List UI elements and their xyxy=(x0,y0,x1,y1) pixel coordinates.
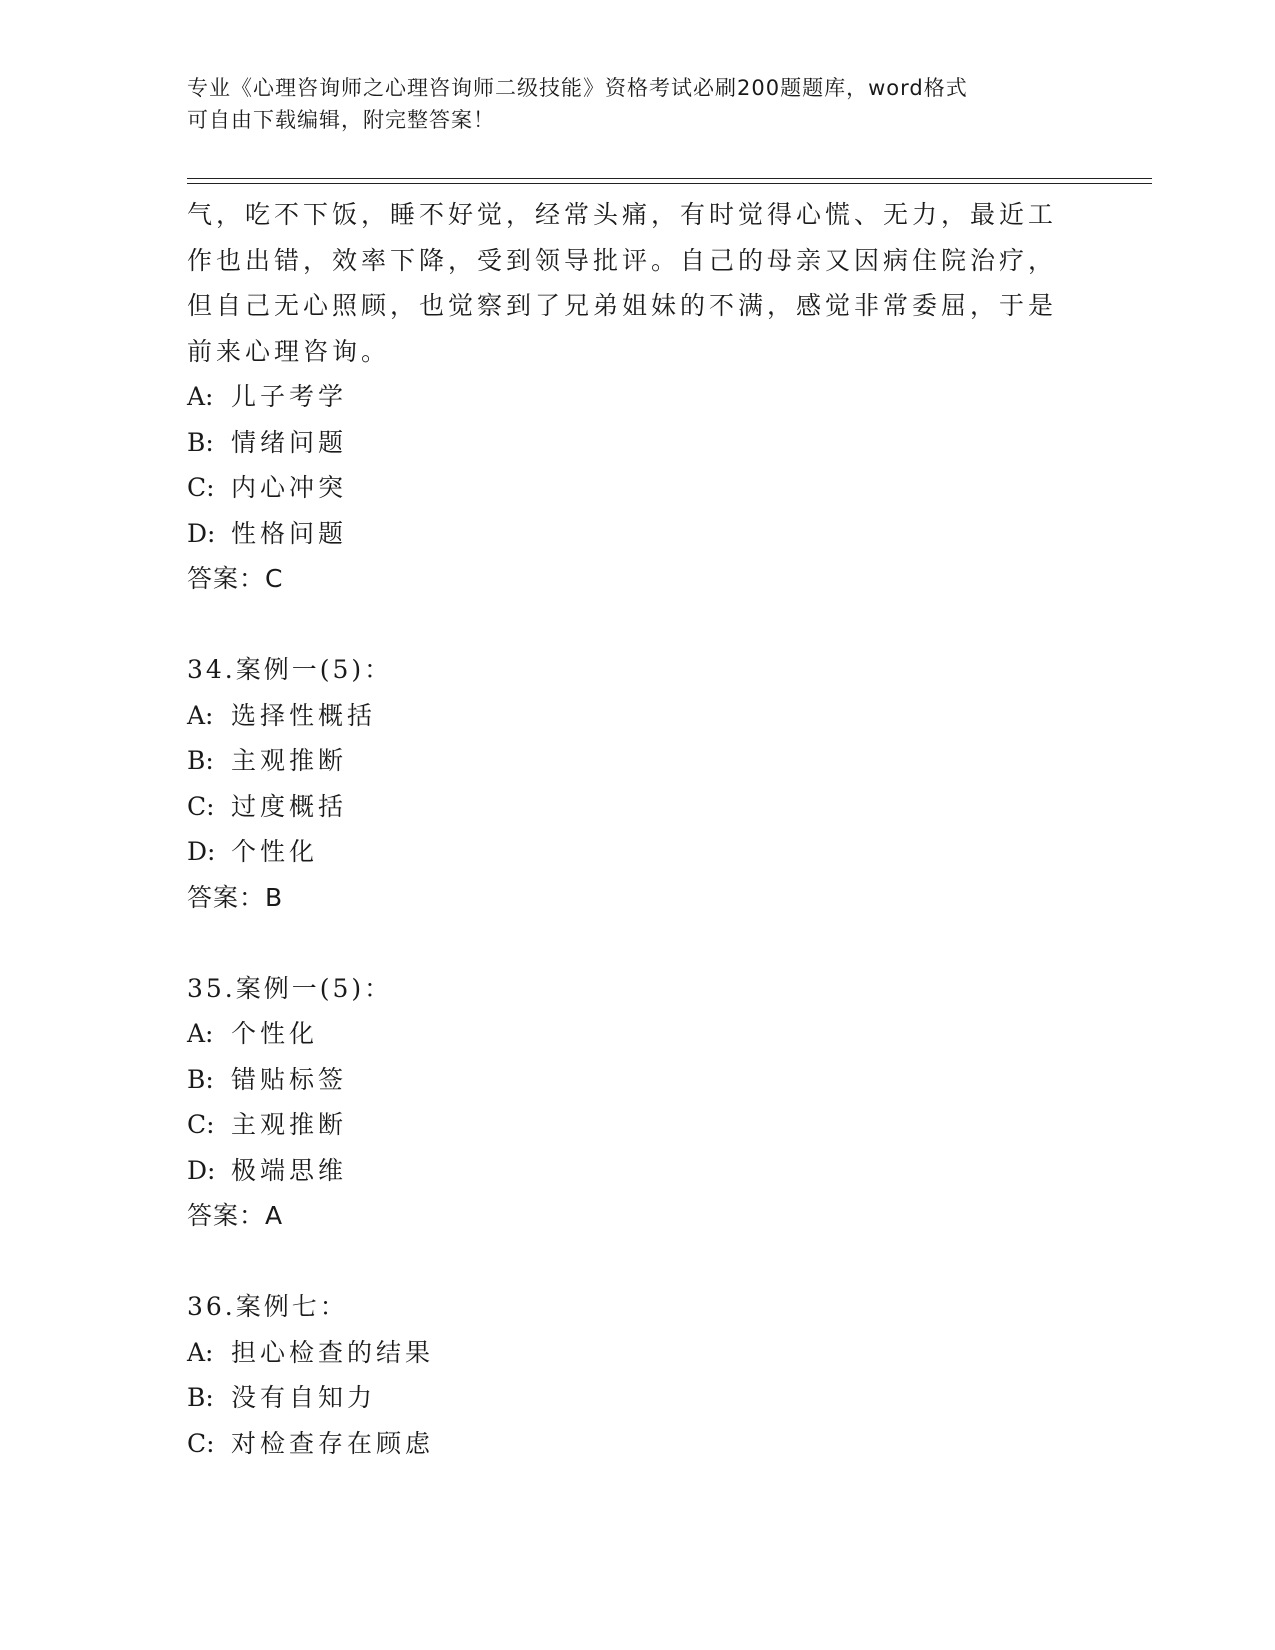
spacer xyxy=(187,1239,1077,1285)
option-letter: A: xyxy=(187,1019,214,1048)
option-letter: D: xyxy=(187,837,216,866)
option-text: 选择性概括 xyxy=(231,700,377,730)
option-text: 极端思维 xyxy=(231,1155,348,1185)
page-header xyxy=(187,72,1067,136)
question-continuation xyxy=(187,192,1077,602)
option-letter: B: xyxy=(187,1064,214,1094)
option-letter: B: xyxy=(187,746,214,775)
header-divider-top xyxy=(187,178,1152,179)
option-d xyxy=(187,511,1077,557)
spacer xyxy=(187,920,1077,966)
option-text: 儿子考学 xyxy=(231,382,348,411)
option-letter: A: xyxy=(187,1337,214,1367)
question-text-line: 气，吃不下饭，睡不好觉，经常头痛，有时觉得心慌、无力，最近工 xyxy=(187,200,1058,229)
option-text: 内心冲突 xyxy=(231,473,348,502)
option-c xyxy=(187,1421,1077,1467)
option-text: 对检查存在顾虑 xyxy=(231,1428,435,1458)
option-text: 担心检查的结果 xyxy=(231,1337,435,1367)
option-letter: C: xyxy=(187,1110,215,1139)
question-title: 35.案例一(5)： xyxy=(187,973,393,1003)
option-b xyxy=(187,1057,1077,1103)
option-a xyxy=(187,1330,1077,1376)
option-b xyxy=(187,420,1077,466)
option-d xyxy=(187,1148,1077,1194)
header-divider-bottom xyxy=(187,183,1152,184)
question-text-line: 但自己无心照顾，也觉察到了兄弟姐妹的不满，感觉非常委屈，于是 xyxy=(187,291,1058,320)
option-text: 主观推断 xyxy=(231,1110,348,1139)
option-letter: C: xyxy=(187,791,215,821)
option-text: 错贴标签 xyxy=(231,1064,348,1094)
header-line-1: 专业《心理咨询师之心理咨询师二级技能》资格考试必刷200题题库，word格式 xyxy=(187,76,968,100)
option-letter: C: xyxy=(187,473,215,502)
option-letter: C: xyxy=(187,1428,215,1458)
option-text: 过度概括 xyxy=(231,791,348,821)
question-title: 36.案例七： xyxy=(187,1292,348,1321)
option-c xyxy=(187,784,1077,830)
option-letter: D: xyxy=(187,518,216,548)
option-letter: B: xyxy=(187,427,214,457)
option-a xyxy=(187,693,1077,739)
option-letter: A: xyxy=(187,700,214,730)
header-line-2: 可自由下载编辑，附完整答案！ xyxy=(187,108,495,132)
option-c xyxy=(187,1102,1077,1148)
option-letter: B: xyxy=(187,1383,214,1412)
question-title: 34.案例一(5)： xyxy=(187,655,393,684)
answer-line: 答案：C xyxy=(187,564,284,593)
option-letter: A: xyxy=(187,382,214,411)
option-a xyxy=(187,374,1077,420)
option-b xyxy=(187,738,1077,784)
question-36 xyxy=(187,1284,1077,1466)
option-a xyxy=(187,1011,1077,1057)
question-35 xyxy=(187,966,1077,1239)
question-34 xyxy=(187,647,1077,920)
option-d xyxy=(187,829,1077,875)
option-text: 个性化 xyxy=(231,837,319,866)
option-b xyxy=(187,1375,1077,1421)
option-text: 情绪问题 xyxy=(231,427,348,457)
option-text: 主观推断 xyxy=(231,746,348,775)
option-text: 个性化 xyxy=(231,1019,319,1048)
option-text: 没有自知力 xyxy=(231,1383,377,1412)
answer-line: 答案：A xyxy=(187,1201,284,1230)
document-body xyxy=(187,192,1077,1466)
question-text-line: 作也出错，效率下降，受到领导批评。自己的母亲又因病住院治疗， xyxy=(187,245,1058,275)
question-text-line: 前来心理咨询。 xyxy=(187,336,391,366)
answer-line: 答案：B xyxy=(187,882,284,912)
option-text: 性格问题 xyxy=(231,518,348,548)
option-c xyxy=(187,465,1077,511)
spacer xyxy=(187,602,1077,648)
option-letter: D: xyxy=(187,1155,216,1185)
